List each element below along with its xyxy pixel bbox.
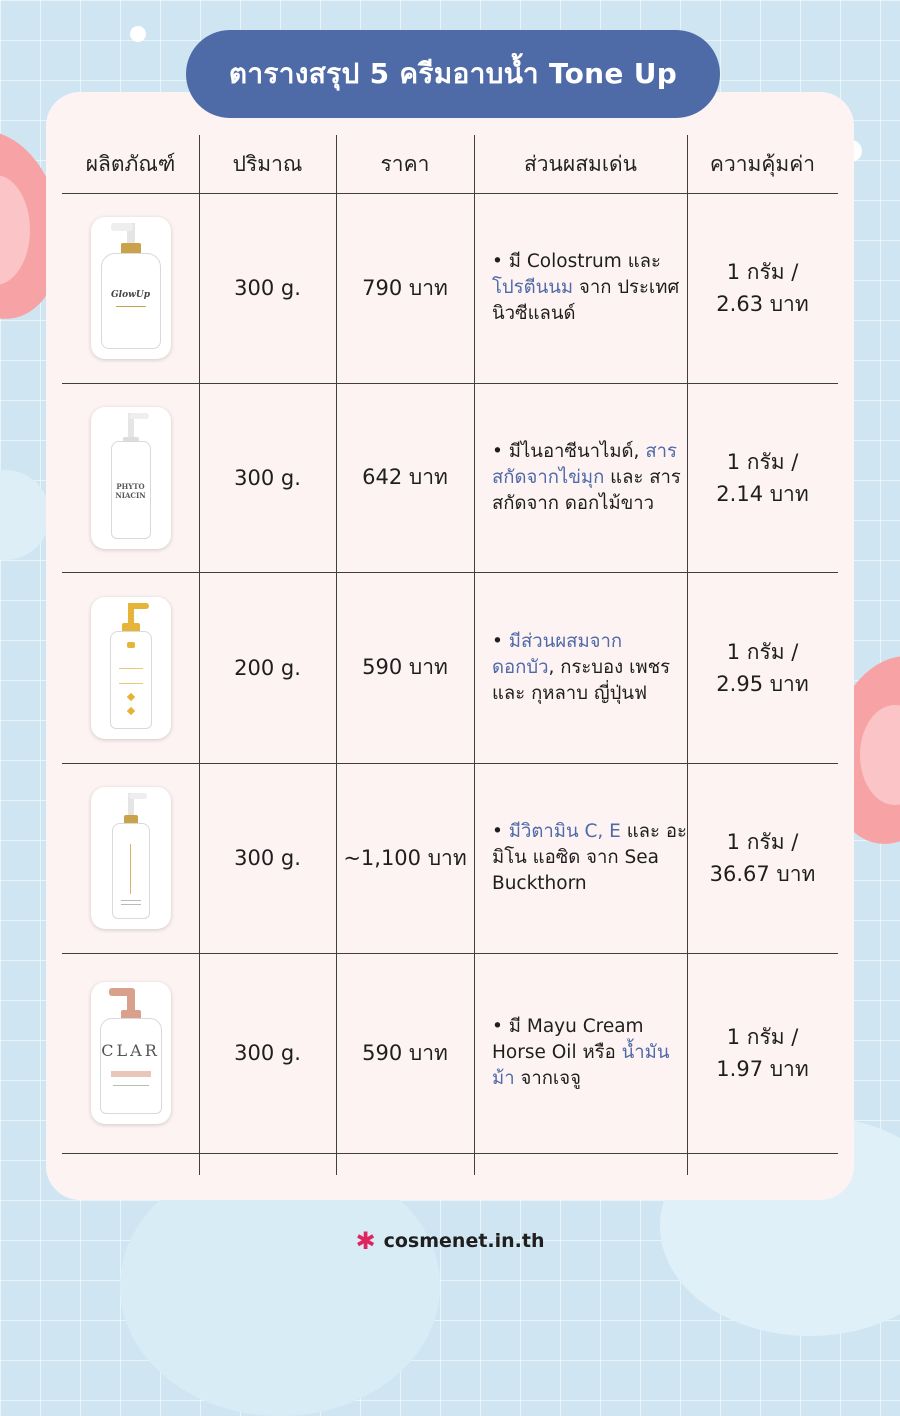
header-price: ราคา [380, 151, 430, 176]
ingredient-cell [474, 572, 687, 763]
ingredient-highlight: มีส่วนผสมจาก ดอกบัว [492, 630, 623, 678]
page-title: ตารางสรุป 5 ครีมอาบน้ำ Tone Up [186, 30, 720, 118]
value-line: 2.95 บาท [716, 671, 809, 696]
ingredient-text: จากเจจู [514, 1068, 581, 1089]
ingredient-highlight: มีวิตามิน C, E [508, 821, 621, 842]
amount-cell: 300 g. [234, 1041, 301, 1065]
price-cell: 590 บาท [362, 655, 448, 679]
table-row [62, 383, 838, 572]
product-brand-label: CLAR [101, 1041, 160, 1060]
value-cell [687, 383, 838, 572]
value-cell [687, 193, 838, 383]
value-line: 2.63 บาท [716, 292, 809, 316]
price-cell: 642 บาท [362, 465, 448, 489]
amount-cell: 300 g. [234, 846, 301, 870]
ingredient-cell [474, 953, 687, 1153]
value-line: 1 กรัม / [726, 1025, 799, 1049]
product-bottle-phyto [101, 413, 161, 543]
product-image [62, 193, 199, 383]
price-cell: 590 บาท [362, 1040, 448, 1065]
product-bottle-glowup [101, 223, 161, 353]
decor-bubble-left [0, 470, 50, 560]
ingredient-highlight: โปรตีนนม [492, 277, 574, 298]
product-bottle-lotus [101, 603, 161, 733]
ingredient-text: และ สารสกัดจาก ดอกไม้ขาว [492, 466, 681, 514]
value-line: 1 กรัม / [726, 639, 799, 664]
value-line: 1 กรัม / [726, 830, 799, 854]
table-row [62, 953, 838, 1153]
ingredient-text: • [492, 821, 509, 842]
ingredient-text: และ อะมิโน แอซิด จาก Sea Buckthorn [492, 821, 687, 894]
value-line: 1 กรัม / [726, 260, 799, 284]
amount-cell: 300 g. [234, 465, 301, 490]
ingredient-text: • มี Colostrum และ [492, 251, 661, 272]
comparison-table [62, 135, 838, 1175]
product-bottle-seabuckthorn [101, 793, 161, 923]
table-row [62, 763, 838, 953]
header-amount: ปริมาณ [232, 151, 303, 176]
value-line: 36.67 บาท [709, 862, 816, 886]
value-cell [687, 572, 838, 763]
ingredient-text: , กระบอง เพชร และ กุหลาบ ญี่ปุ่นฟ [492, 656, 671, 704]
decor-dot [130, 26, 146, 42]
value-cell [687, 763, 838, 953]
ingredient-cell [474, 383, 687, 572]
flower-icon: ✱ [355, 1227, 376, 1255]
amount-cell: 300 g. [234, 276, 301, 300]
value-line: 1.97 บาท [716, 1057, 809, 1081]
product-image [62, 572, 199, 763]
product-image [62, 383, 199, 572]
header-product: ผลิตภัณฑ์ [85, 151, 176, 176]
ingredient-highlight: น้ำมันม้า [492, 1042, 670, 1089]
price-cell: ~1,100 บาท [343, 845, 467, 870]
ingredient-cell [474, 193, 687, 383]
ingredient-highlight: สารสกัดจากไข่มุก [492, 440, 677, 488]
table-row [62, 572, 838, 763]
amount-cell: 200 g. [234, 655, 301, 680]
table-divider [62, 1153, 838, 1154]
footer-site-link[interactable]: cosmenet.in.th [383, 1230, 545, 1252]
value-line: 2.14 บาท [716, 481, 809, 506]
product-image [62, 953, 199, 1153]
product-image [62, 763, 199, 953]
header-ingredients: ส่วนผสมเด่น [523, 151, 638, 176]
ingredient-text: • มี Mayu Cream Horse Oil หรือ [492, 1016, 644, 1063]
header-value: ความคุ้มค่า [709, 151, 816, 176]
table-row [62, 193, 838, 383]
product-bottle-clar [101, 988, 161, 1118]
value-cell [687, 953, 838, 1153]
ingredient-cell [474, 763, 687, 953]
product-brand-label: GlowUp [111, 290, 150, 300]
price-cell: 790 บาท [362, 275, 448, 300]
value-line: 1 กรัม / [726, 449, 799, 474]
footer [0, 1226, 900, 1256]
product-brand-label: PHYTO NIACIN [115, 481, 146, 500]
ingredient-text: จาก ประเทศนิวซีแลนด์ [492, 277, 680, 324]
ingredient-text: • มีไนอาซีนาไมด์, [492, 440, 646, 462]
ingredient-text: • [492, 630, 509, 652]
